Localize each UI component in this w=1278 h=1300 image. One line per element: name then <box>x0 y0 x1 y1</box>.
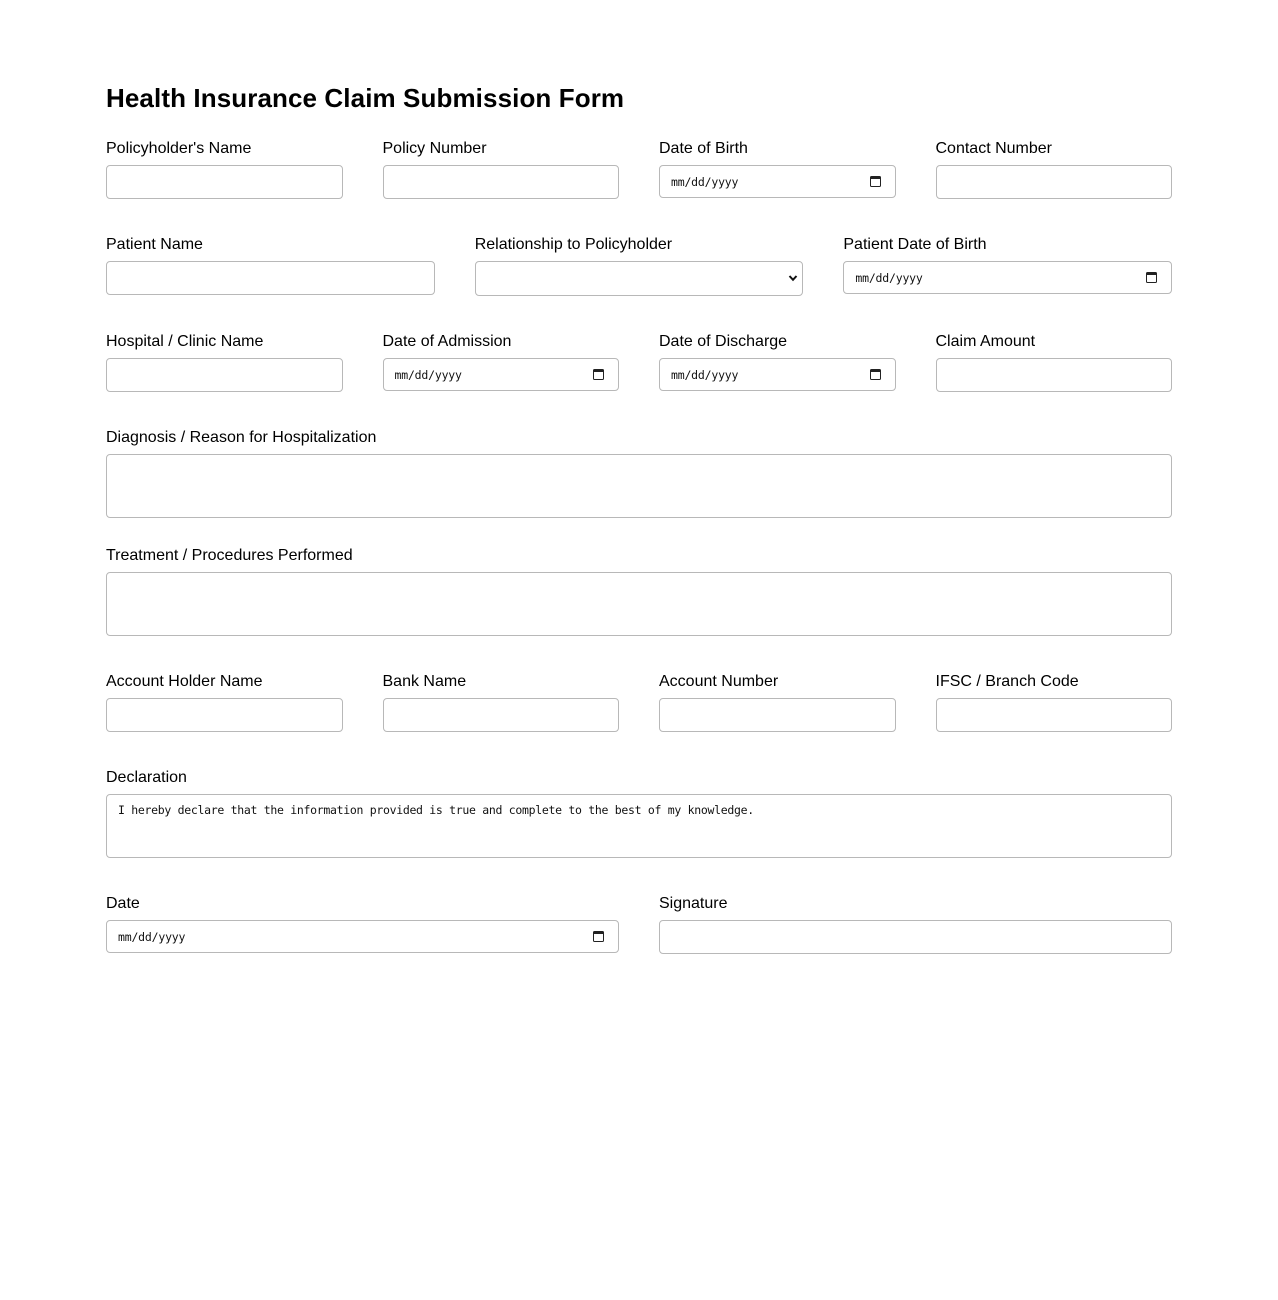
date-placeholder: mm/dd/yyyy <box>394 368 462 382</box>
calendar-icon[interactable] <box>870 176 881 187</box>
signature-group <box>659 895 1172 954</box>
diagnosis-textarea[interactable] <box>106 454 1172 518</box>
patient-dob-group <box>843 236 1172 296</box>
date-placeholder: mm/dd/yyyy <box>671 175 739 189</box>
policy-number-group <box>383 140 620 199</box>
diagnosis-label: Diagnosis / Reason for Hospitalization <box>106 429 377 446</box>
declaration-textarea[interactable] <box>106 794 1172 858</box>
date-of-discharge-input[interactable] <box>659 358 896 391</box>
date-of-admission-label: Date of Admission <box>382 333 512 350</box>
hospital-name-group <box>106 333 343 392</box>
policyholder-name-group <box>106 140 343 199</box>
policy-number-label: Policy Number <box>382 140 487 157</box>
treatment-label: Treatment / Procedures Performed <box>106 547 353 564</box>
bank-name-label: Bank Name <box>382 673 467 690</box>
date-label: Date <box>106 895 140 912</box>
declaration-text: I hereby declare that the information provided is true and complete to the best of my knowledge. <box>118 803 754 817</box>
date-of-admission-group <box>383 333 620 392</box>
date-of-admission-input[interactable] <box>383 358 620 391</box>
claim-amount-group <box>936 333 1173 392</box>
treatment-row <box>106 547 1172 636</box>
ifsc-code-label: IFSC / Branch Code <box>935 673 1079 690</box>
date-input[interactable] <box>106 920 619 953</box>
account-number-label: Account Number <box>659 673 779 690</box>
account-number-group <box>659 673 896 732</box>
contact-number-input[interactable] <box>936 165 1173 199</box>
diagnosis-row <box>106 429 1172 518</box>
ifsc-code-group <box>936 673 1173 732</box>
account-holder-group <box>106 673 343 732</box>
policyholder-row <box>106 140 1172 199</box>
account-number-input[interactable] <box>659 698 896 732</box>
signature-label: Signature <box>659 895 728 912</box>
calendar-icon[interactable] <box>1146 272 1157 283</box>
date-of-discharge-label: Date of Discharge <box>659 333 788 350</box>
claim-amount-label: Claim Amount <box>935 333 1036 350</box>
page-title: Health Insurance Claim Submission Form <box>106 83 625 113</box>
date-of-birth-input[interactable] <box>659 165 896 198</box>
policyholder-name-input[interactable] <box>106 165 343 199</box>
date-placeholder: mm/dd/yyyy <box>855 271 923 285</box>
date-of-birth-group <box>659 140 896 199</box>
patient-name-input[interactable] <box>106 261 435 295</box>
chevron-down-icon <box>788 273 798 283</box>
patient-name-label: Patient Name <box>106 236 203 253</box>
treatment-group <box>106 547 1172 636</box>
date-placeholder: mm/dd/yyyy <box>671 368 739 382</box>
account-holder-input[interactable] <box>106 698 343 732</box>
date-of-discharge-group <box>659 333 896 392</box>
calendar-icon[interactable] <box>593 369 604 380</box>
relationship-group <box>475 236 804 296</box>
contact-number-group <box>936 140 1173 199</box>
account-holder-label: Account Holder Name <box>106 673 263 690</box>
ifsc-code-input[interactable] <box>936 698 1173 732</box>
patient-name-group <box>106 236 435 296</box>
declaration-group <box>106 769 1172 858</box>
hospital-row <box>106 333 1172 392</box>
patient-row <box>106 236 1172 296</box>
policyholder-name-label: Policyholder's Name <box>106 140 252 157</box>
relationship-label: Relationship to Policyholder <box>474 236 673 253</box>
declaration-label: Declaration <box>106 769 187 786</box>
declaration-row <box>106 769 1172 858</box>
patient-dob-input[interactable] <box>843 261 1172 294</box>
patient-dob-label: Patient Date of Birth <box>843 236 987 253</box>
diagnosis-group <box>106 429 1172 518</box>
bank-name-input[interactable] <box>383 698 620 732</box>
hospital-name-input[interactable] <box>106 358 343 392</box>
date-group <box>106 895 619 954</box>
signoff-row <box>106 895 1172 954</box>
calendar-icon[interactable] <box>593 931 604 942</box>
policy-number-input[interactable] <box>383 165 620 199</box>
treatment-textarea[interactable] <box>106 572 1172 636</box>
claim-amount-input[interactable] <box>936 358 1173 392</box>
calendar-icon[interactable] <box>870 369 881 380</box>
date-of-birth-label: Date of Birth <box>659 140 748 157</box>
hospital-name-label: Hospital / Clinic Name <box>106 333 264 350</box>
contact-number-label: Contact Number <box>935 140 1052 157</box>
date-placeholder: mm/dd/yyyy <box>118 930 186 944</box>
bank-name-group <box>383 673 620 732</box>
relationship-select[interactable] <box>475 261 804 296</box>
bank-row <box>106 673 1172 732</box>
signature-input[interactable] <box>659 920 1172 954</box>
